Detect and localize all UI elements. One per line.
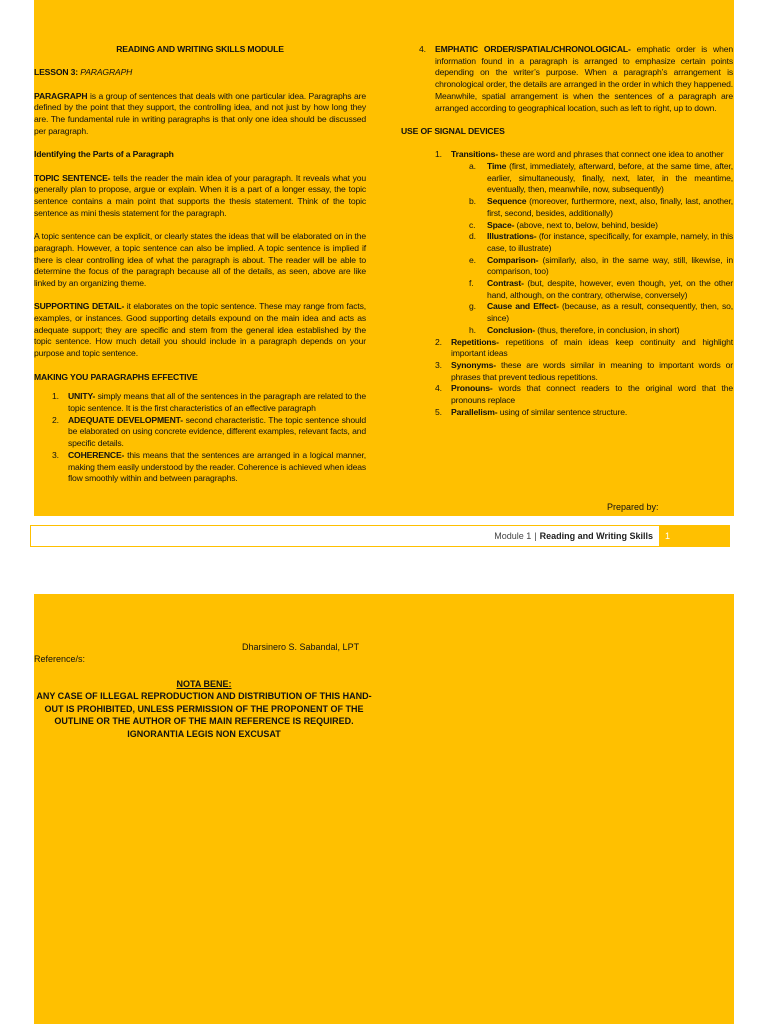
footer-page-number: 1	[659, 526, 729, 546]
subitem-term: Illustrations-	[487, 231, 537, 242]
transition-subitem	[469, 325, 733, 337]
parts-heading: Identifying the Parts of a Paragraph	[34, 149, 174, 160]
signal-item-number: 5.	[435, 406, 442, 417]
effective-heading: MAKING YOU PARAGRAPHS EFFECTIVE	[34, 371, 198, 382]
footer-separator: |	[534, 531, 537, 541]
transition-subitem	[469, 220, 733, 232]
transition-subitem	[469, 161, 733, 196]
signal-list	[401, 149, 733, 418]
footer-module: Module 1	[494, 531, 532, 541]
effective-item-number: 2.	[52, 414, 59, 425]
transition-subitem	[469, 231, 733, 254]
lesson-label: LESSON 3:	[34, 67, 79, 78]
effective-item-text: second characteristic. The topic sentence should be elaborated on using concrete evidence, different examples, relevant facts, and specific details.	[68, 414, 366, 449]
right-column	[401, 44, 733, 418]
effective-item-number: 3.	[52, 449, 59, 460]
signal-item-term: Parallelism-	[451, 406, 498, 417]
paragraph-term: PARAGRAPH	[34, 90, 88, 101]
signal-item-text: repetitions of main ideas keep continuity and highlight important ideas	[451, 336, 733, 359]
transition-subitem	[469, 301, 733, 324]
signal-item-text: words that connect readers to the original word that the pronouns replace	[451, 383, 733, 406]
effective-item-number: 1.	[52, 391, 59, 402]
subitem-term: Contrast-	[487, 278, 524, 289]
signal-item-text: using of similar sentence structure.	[497, 406, 628, 417]
subitem-text: (for instance, specifically, for example, namely, in this case, to illustrate)	[487, 231, 733, 253]
subitem-term: Space-	[487, 219, 515, 230]
transition-subitem	[469, 196, 733, 219]
subitem-letter: a.	[469, 161, 476, 171]
signal-item	[435, 360, 733, 383]
topic-sentence-term: TOPIC SENTENCE-	[34, 172, 111, 183]
document-page-1	[34, 0, 734, 516]
subitem-text: (but, despite, however, even though, yet, on the other hand, although, on the contrary, otherwise, conversely)	[487, 278, 733, 300]
signal-item-number: 4.	[435, 383, 442, 394]
signal-item-text: these are words similar in meaning to important words or phrases that prevent tedious repetitions.	[451, 359, 733, 382]
effective-item-term: ADEQUATE DEVELOPMENT-	[68, 414, 184, 425]
signal-item	[435, 149, 733, 161]
subitem-letter: e.	[469, 254, 476, 265]
signal-item-number: 2.	[435, 336, 442, 347]
subitem-term: Cause and Effect-	[487, 301, 559, 312]
subitem-letter: h.	[469, 324, 476, 335]
transition-subitem	[469, 278, 733, 301]
effective-item-text: this means that the sentences are arranged in a logical manner, making them easily understood by the reader. Coherence is achieved when ideas flow smoothly within and between paragraphs.	[68, 449, 367, 484]
subitem-text: (first, immediately, afterward, before, at the same time, after, earlier, simultaneously, finally, next, later, in the meantime, eventually, then, meanwhile, now, subsequently)	[487, 161, 733, 195]
subitem-text: (because, as a result, consequently, then, so, since)	[487, 301, 733, 324]
signer-name: Dharsinero S. Sabandal, LPT	[242, 642, 360, 652]
subitem-letter: f.	[469, 278, 474, 289]
signal-item-number: 3.	[435, 359, 442, 370]
signal-item	[435, 383, 733, 406]
effective-item-term: EMPHATIC ORDER/SPATIAL/CHRONOLOGICAL-	[435, 44, 631, 54]
paragraph-text: is a group of sentences that deals with one particular idea. Paragraphs are defined by the point that they support, the controlling idea, and not just by how long they are. The fundamental rule in writing paragraphs is that only one idea should be discussed per paragraph.	[34, 90, 366, 136]
subitem-text: (thus, therefore, in conclusion, in short)	[535, 324, 680, 335]
effective-item	[52, 391, 366, 414]
effective-item-number: 4.	[419, 44, 426, 54]
effective-item-term: COHERENCE-	[68, 449, 125, 460]
effective-item-text: simply means that all of the sentences in the paragraph are related to the topic sentence. It is the first characteristics of an effective paragraph	[68, 391, 366, 413]
subitem-text: (moreover, furthermore, next, also, finally, last, another, first, second, besides, additionally)	[487, 196, 733, 218]
signal-item-text: these are word and phrases that connect one idea to another	[497, 149, 724, 160]
nota-bene-heading: NOTA BENE:	[176, 679, 232, 689]
effective-item-term: UNITY-	[68, 391, 96, 402]
effective-item	[401, 44, 733, 114]
subitem-term: Conclusion-	[487, 324, 535, 335]
lesson-heading	[34, 67, 366, 79]
lesson-title: PARAGRAPH	[80, 67, 133, 78]
effective-list	[34, 391, 366, 485]
transition-sublist	[435, 161, 733, 337]
subitem-letter: b.	[469, 196, 476, 207]
transition-subitem	[469, 255, 733, 278]
subitem-text: (similarly, also, in the same way, still, likewise, in comparison, too)	[487, 254, 733, 277]
left-column	[34, 44, 366, 485]
supporting-detail-text: it elaborates on the topic sentence. These may range from facts, examples, or instances. Good supporting details expound on the main idea and acts as adequate support; they are specific and stem from the general idea established by the topic sentence. How much detail you should include in a paragraph depends on your purpose and topic sentence.	[34, 301, 366, 359]
signal-item-term: Transitions-	[451, 149, 498, 160]
signal-item	[435, 407, 733, 419]
signal-item-term: Pronouns-	[451, 383, 493, 394]
nota-bene-body: ANY CASE OF ILLEGAL REPRODUCTION AND DISTRIBUTION OF THIS HAND-OUT IS PROHIBITED, UNLESS PERMISSION OF THE PROPONENT OF THE OUTLINE OR THE AUTHOR OF THE MAIN REFERENCE IS REQUIRED.	[36, 691, 372, 727]
page-footer	[30, 525, 730, 547]
paragraph-definition	[34, 91, 366, 138]
effective-item	[52, 450, 366, 485]
document-page-2	[34, 594, 734, 1024]
nota-bene-latin: IGNORANTIA LEGIS NON EXCUSAT	[127, 728, 281, 739]
subitem-letter: g.	[469, 301, 476, 312]
subitem-letter: c.	[469, 219, 476, 230]
topic-sentence-text: tells the reader the main idea of your paragraph. It reveals what you generally plan to propose, argue or explain. When it is a part of a longer essay, the topic sentence contains a main point that supports the thesis statement. Think of the topic sentence as mini thesis statement for the paragraph.	[34, 172, 366, 218]
supporting-detail-definition	[34, 301, 366, 360]
prepared-by-label: Prepared by:	[607, 502, 659, 512]
signal-item	[435, 337, 733, 360]
references-label: Reference/s:	[34, 654, 86, 664]
signal-item-term: Repetitions-	[451, 336, 499, 347]
nota-bene	[34, 678, 374, 740]
subitem-term: Sequence	[487, 196, 527, 207]
subitem-text: (above, next to, below, behind, beside)	[514, 219, 658, 230]
footer-title: Reading and Writing Skills	[539, 531, 653, 541]
footer-text	[494, 531, 653, 541]
subitem-term: Time	[487, 161, 507, 171]
signal-item-number: 1.	[435, 149, 442, 160]
supporting-detail-term: SUPPORTING DETAIL-	[34, 301, 125, 312]
module-title: READING AND WRITING SKILLS MODULE	[116, 44, 284, 54]
subitem-term: Comparison-	[487, 254, 539, 265]
effective-item-text: emphatic order is when information found in a paragraph is arranged to emphasize certain points depending on the writer’s purpose. When a paragraph’s arrangement is chronological order, the details are arranged in the order in which they happened. Meanwhile, spatial arrangement is when the sentences of a paragraph are arranged according to geographical location, such as left to right, up to down.	[435, 44, 733, 113]
signal-item-term: Synonyms-	[451, 359, 496, 370]
signal-devices-heading: USE OF SIGNAL DEVICES	[401, 125, 505, 136]
subitem-letter: d.	[469, 231, 476, 242]
effective-item	[52, 415, 366, 450]
explicit-paragraph: A topic sentence can be explicit, or clearly states the ideas that will be elaborated on in the paragraph. However, a topic sentence can also be implied. A topic sentence is implied if there is clear controlling idea of what the paragraph is about. The reader will be able to determine the focus of the paragraph because all of the details, as seen, above are like linked by an organizing theme.	[34, 231, 366, 288]
topic-sentence-definition	[34, 173, 366, 220]
